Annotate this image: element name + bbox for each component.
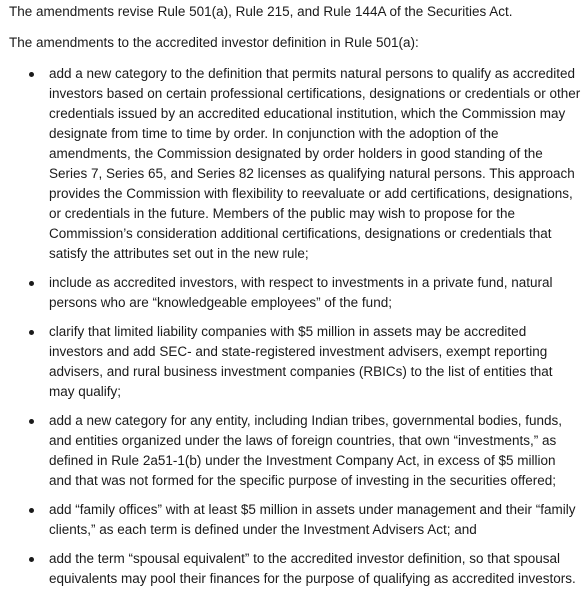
list-item-text: clarify that limited liability companies with $5 million in assets may be accredited investors and add SEC- and state-registered investment advisers, exempt reporting advisers, and rural business investment companies (RBICs) to the list of entities that may qualify; (49, 324, 553, 399)
list-item (9, 64, 581, 264)
intro-paragraph: The amendments revise Rule 501(a), Rule 215, and Rule 144A of the Securities Act. (9, 4, 513, 19)
list-item-text: add a new category for any entity, including Indian tribes, governmental bodies, funds, and entities organized under the laws of foreign countries, that own “investments,” as defined in Rule 2a51-1(b) under the Investment Company Act, in excess of $5 million and that was not formed for the specific purpose of investing in the securities offered; (49, 413, 563, 488)
list-item (9, 273, 581, 313)
list-item (9, 411, 581, 491)
list-item-text: add the term “spousal equivalent” to the accredited investor definition, so that spousal equivalents may pool their finances for the purpose of qualifying as accredited investors. (49, 551, 576, 586)
bullet-icon (29, 419, 34, 424)
bullet-icon (29, 508, 34, 513)
list-item-text: include as accredited investors, with respect to investments in a private fund, natural persons who are “knowledgeable employees” of the fund; (49, 275, 553, 310)
bullet-icon (29, 557, 34, 562)
amendments-subheading: The amendments to the accredited investor definition in Rule 501(a): (9, 35, 419, 50)
list-item (9, 549, 581, 589)
list-item (9, 500, 581, 540)
amendments-list (9, 64, 581, 589)
bullet-icon (29, 72, 34, 77)
list-item-text: add a new category to the definition that permits natural persons to qualify as accredited investors based on certain professional certifications, designations or credentials or other credentials issued by an accredited educational institution, which the Commission may designate from time to time by order. In conjunction with the adoption of the amendments, the Commission designated by order holders in good standing of the Series 7, Series 65, and Series 82 licenses as qualifying natural persons. This approach provides the Commission with flexibility to reevaluate or add certifications, designations, or credentials in the future. Members of the public may wish to propose for the Commission’s consideration additional certifications, designations or credentials that satisfy the attributes set out in the new rule; (49, 66, 581, 261)
bullet-icon (29, 281, 34, 286)
list-item (9, 322, 581, 402)
bullet-icon (29, 330, 34, 335)
list-item-text: add “family offices” with at least $5 million in assets under management and their “family clients,” as each term is defined under the Investment Advisers Act; and (49, 502, 576, 537)
